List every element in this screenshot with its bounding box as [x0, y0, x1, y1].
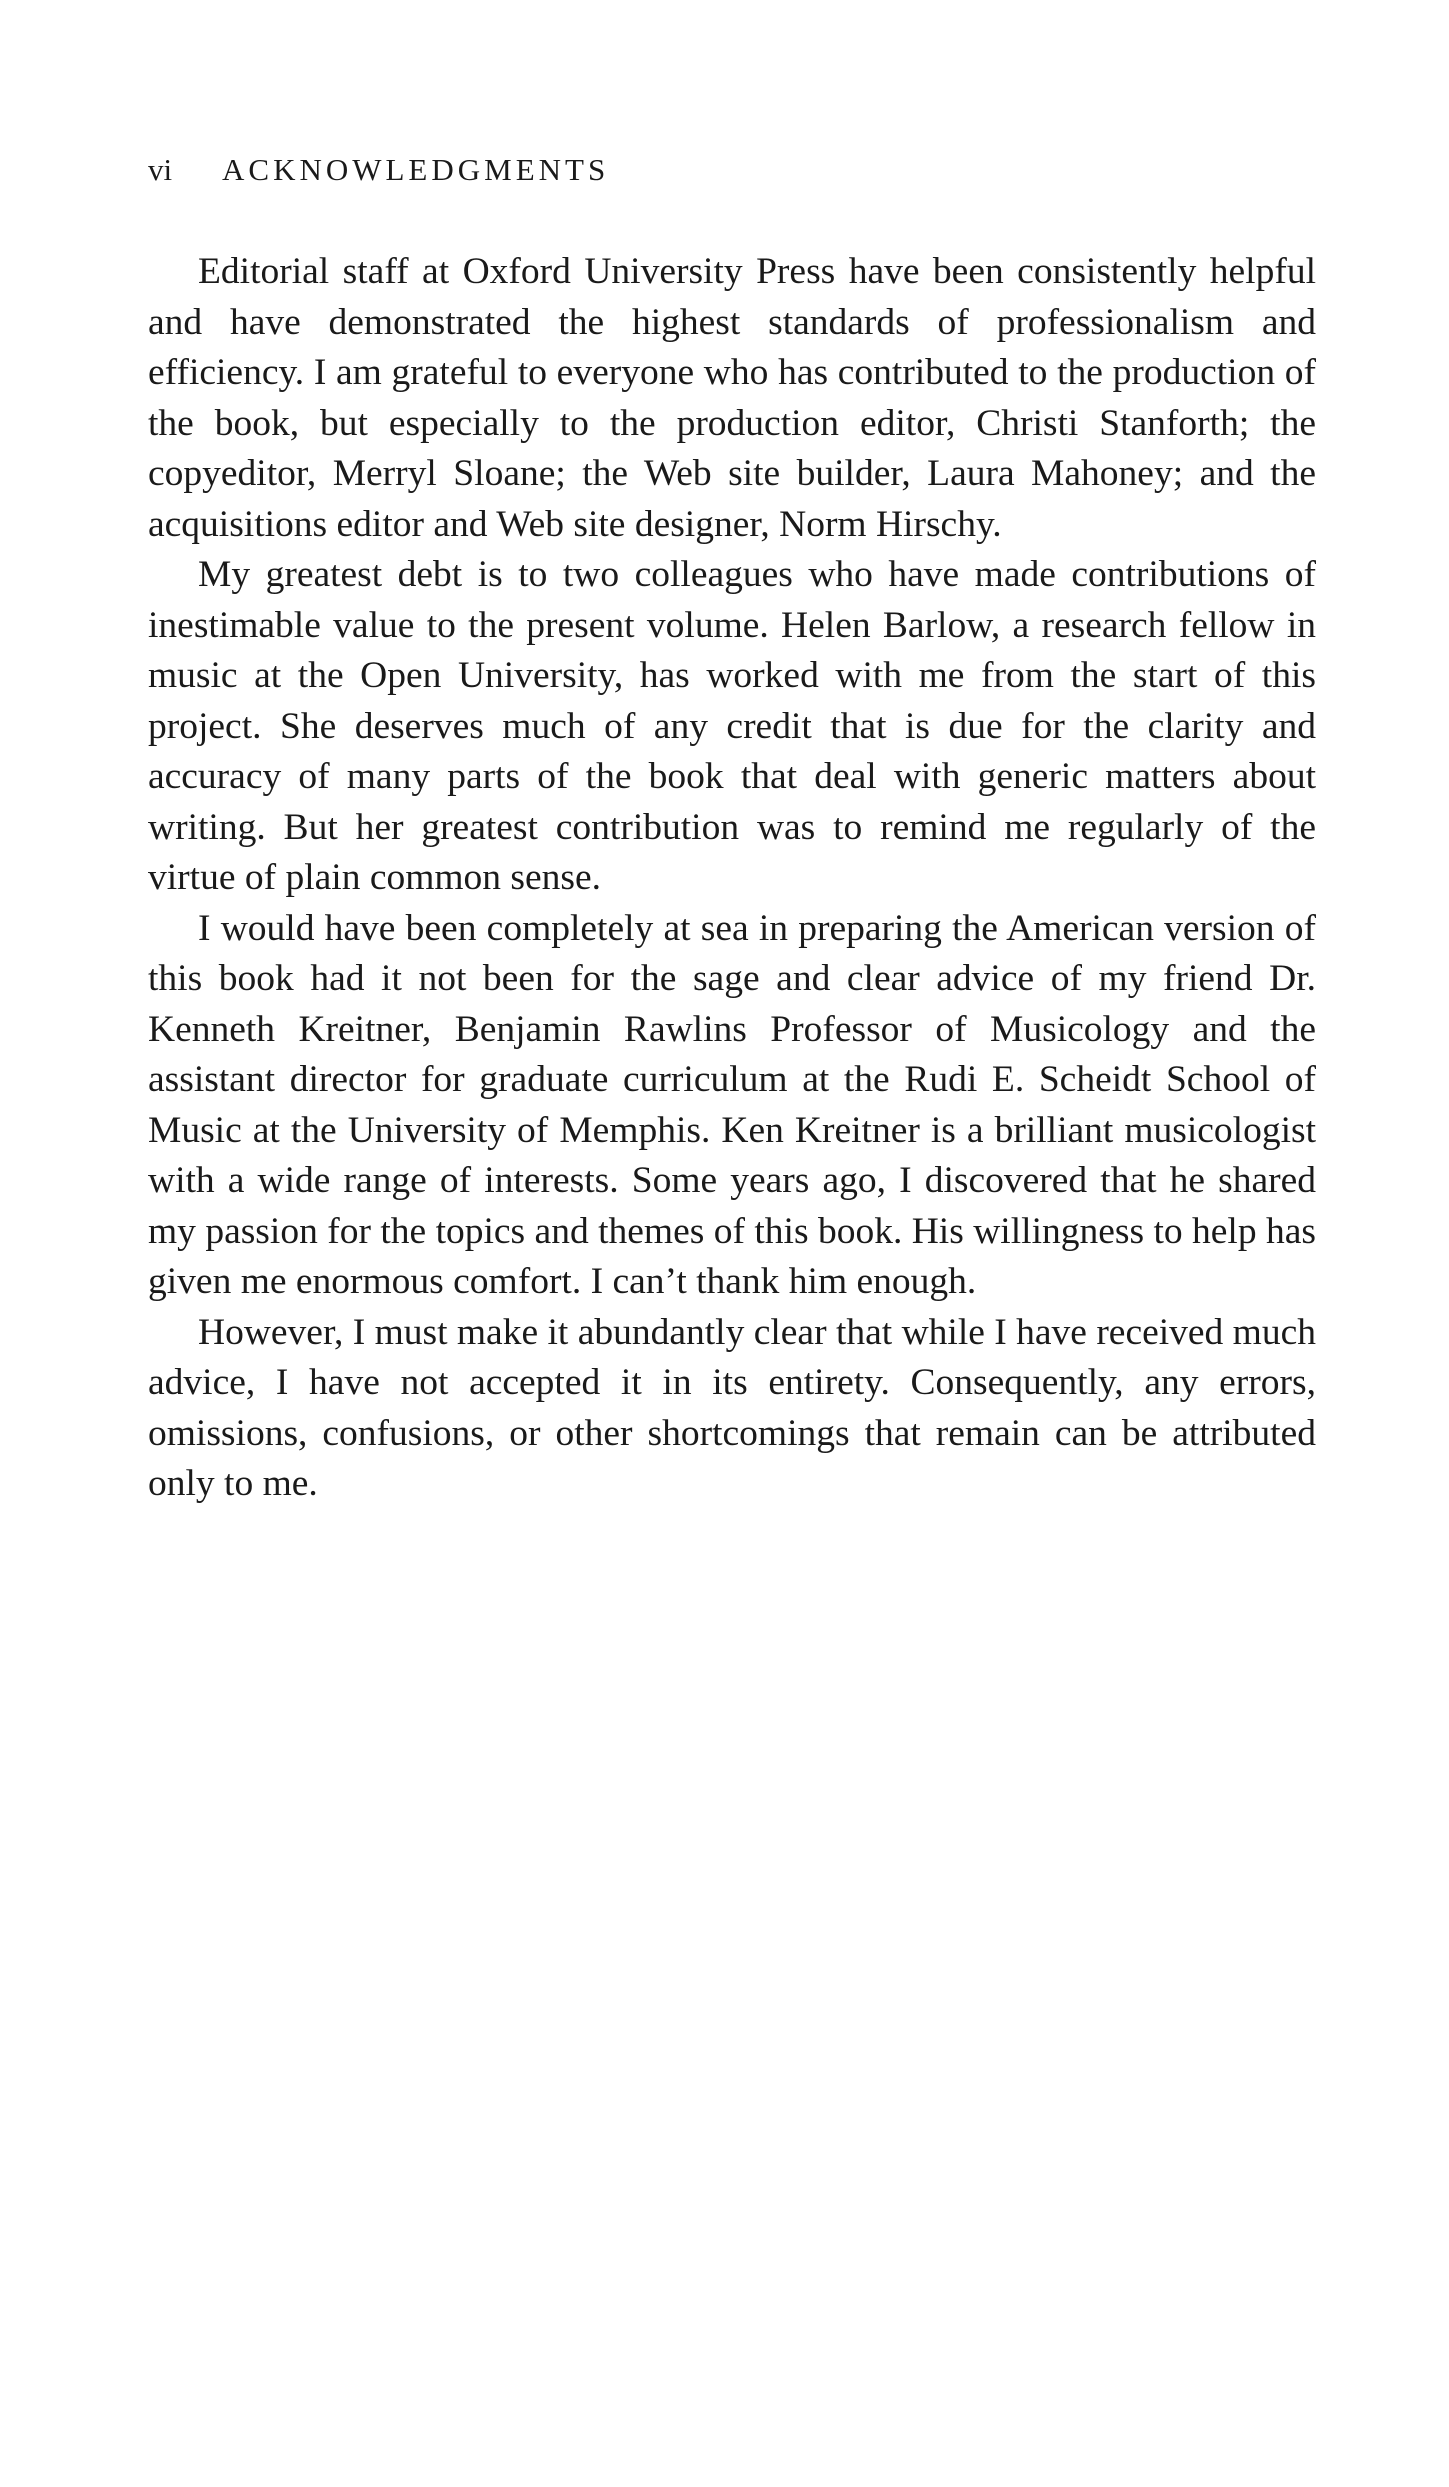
paragraph-editorial-staff: Editorial staff at Oxford University Press have been consistently helpful and have demonstrated the highest standards of professionalism and efficiency. I am grateful to everyone who has contributed to the production of the book, but especially to the production editor, Christi Stanforth; the copyeditor, Merryl Sloane; the Web site builder, Laura Mahoney; and the acquisitions editor and Web site designer, Norm Hirschy.	[148, 251, 1316, 545]
running-head-title: ACKNOWLEDGMENTS	[222, 152, 610, 187]
paragraph-disclaimer: However, I must make it abundantly clear that while I have received much advice, I have not accepted it in its entirety. Consequently, any errors, omissions, confusions, or other shortcomings that remain can be attributed only to me.	[148, 1311, 1316, 1504]
paragraph-american-version: I would have been completely at sea in preparing the American version of this book had it not been for the sage and clear advice of my friend Dr. Kenneth Kreitner, Benjamin Rawlins Professor of Musicology and the assistant director for graduate curriculum at the Rudi E. Scheidt School of Music at the University of Memphis. Ken Kreitner is a brilliant musicologist with a wide range of interests. Some years ago, I discovered that he shared my passion for the topics and themes of this book. His willingness to help has given me enormous comfort. I can’t thank him enough.	[148, 907, 1316, 1302]
paragraph-greatest-debt: My greatest debt is to two colleagues who have made contributions of inestimable value to the present volume. Helen Barlow, a research fellow in music at the Open University, has worked with me from the start of this project. She deserves much of any credit that is due for the clarity and accuracy of many parts of the book that deal with generic matters about writing. But her greatest contribution was to remind me regularly of the virtue of plain common sense.	[148, 554, 1316, 898]
acknowledgments-text	[148, 247, 1316, 1510]
running-head	[148, 150, 609, 190]
page-number: vi	[148, 152, 173, 187]
